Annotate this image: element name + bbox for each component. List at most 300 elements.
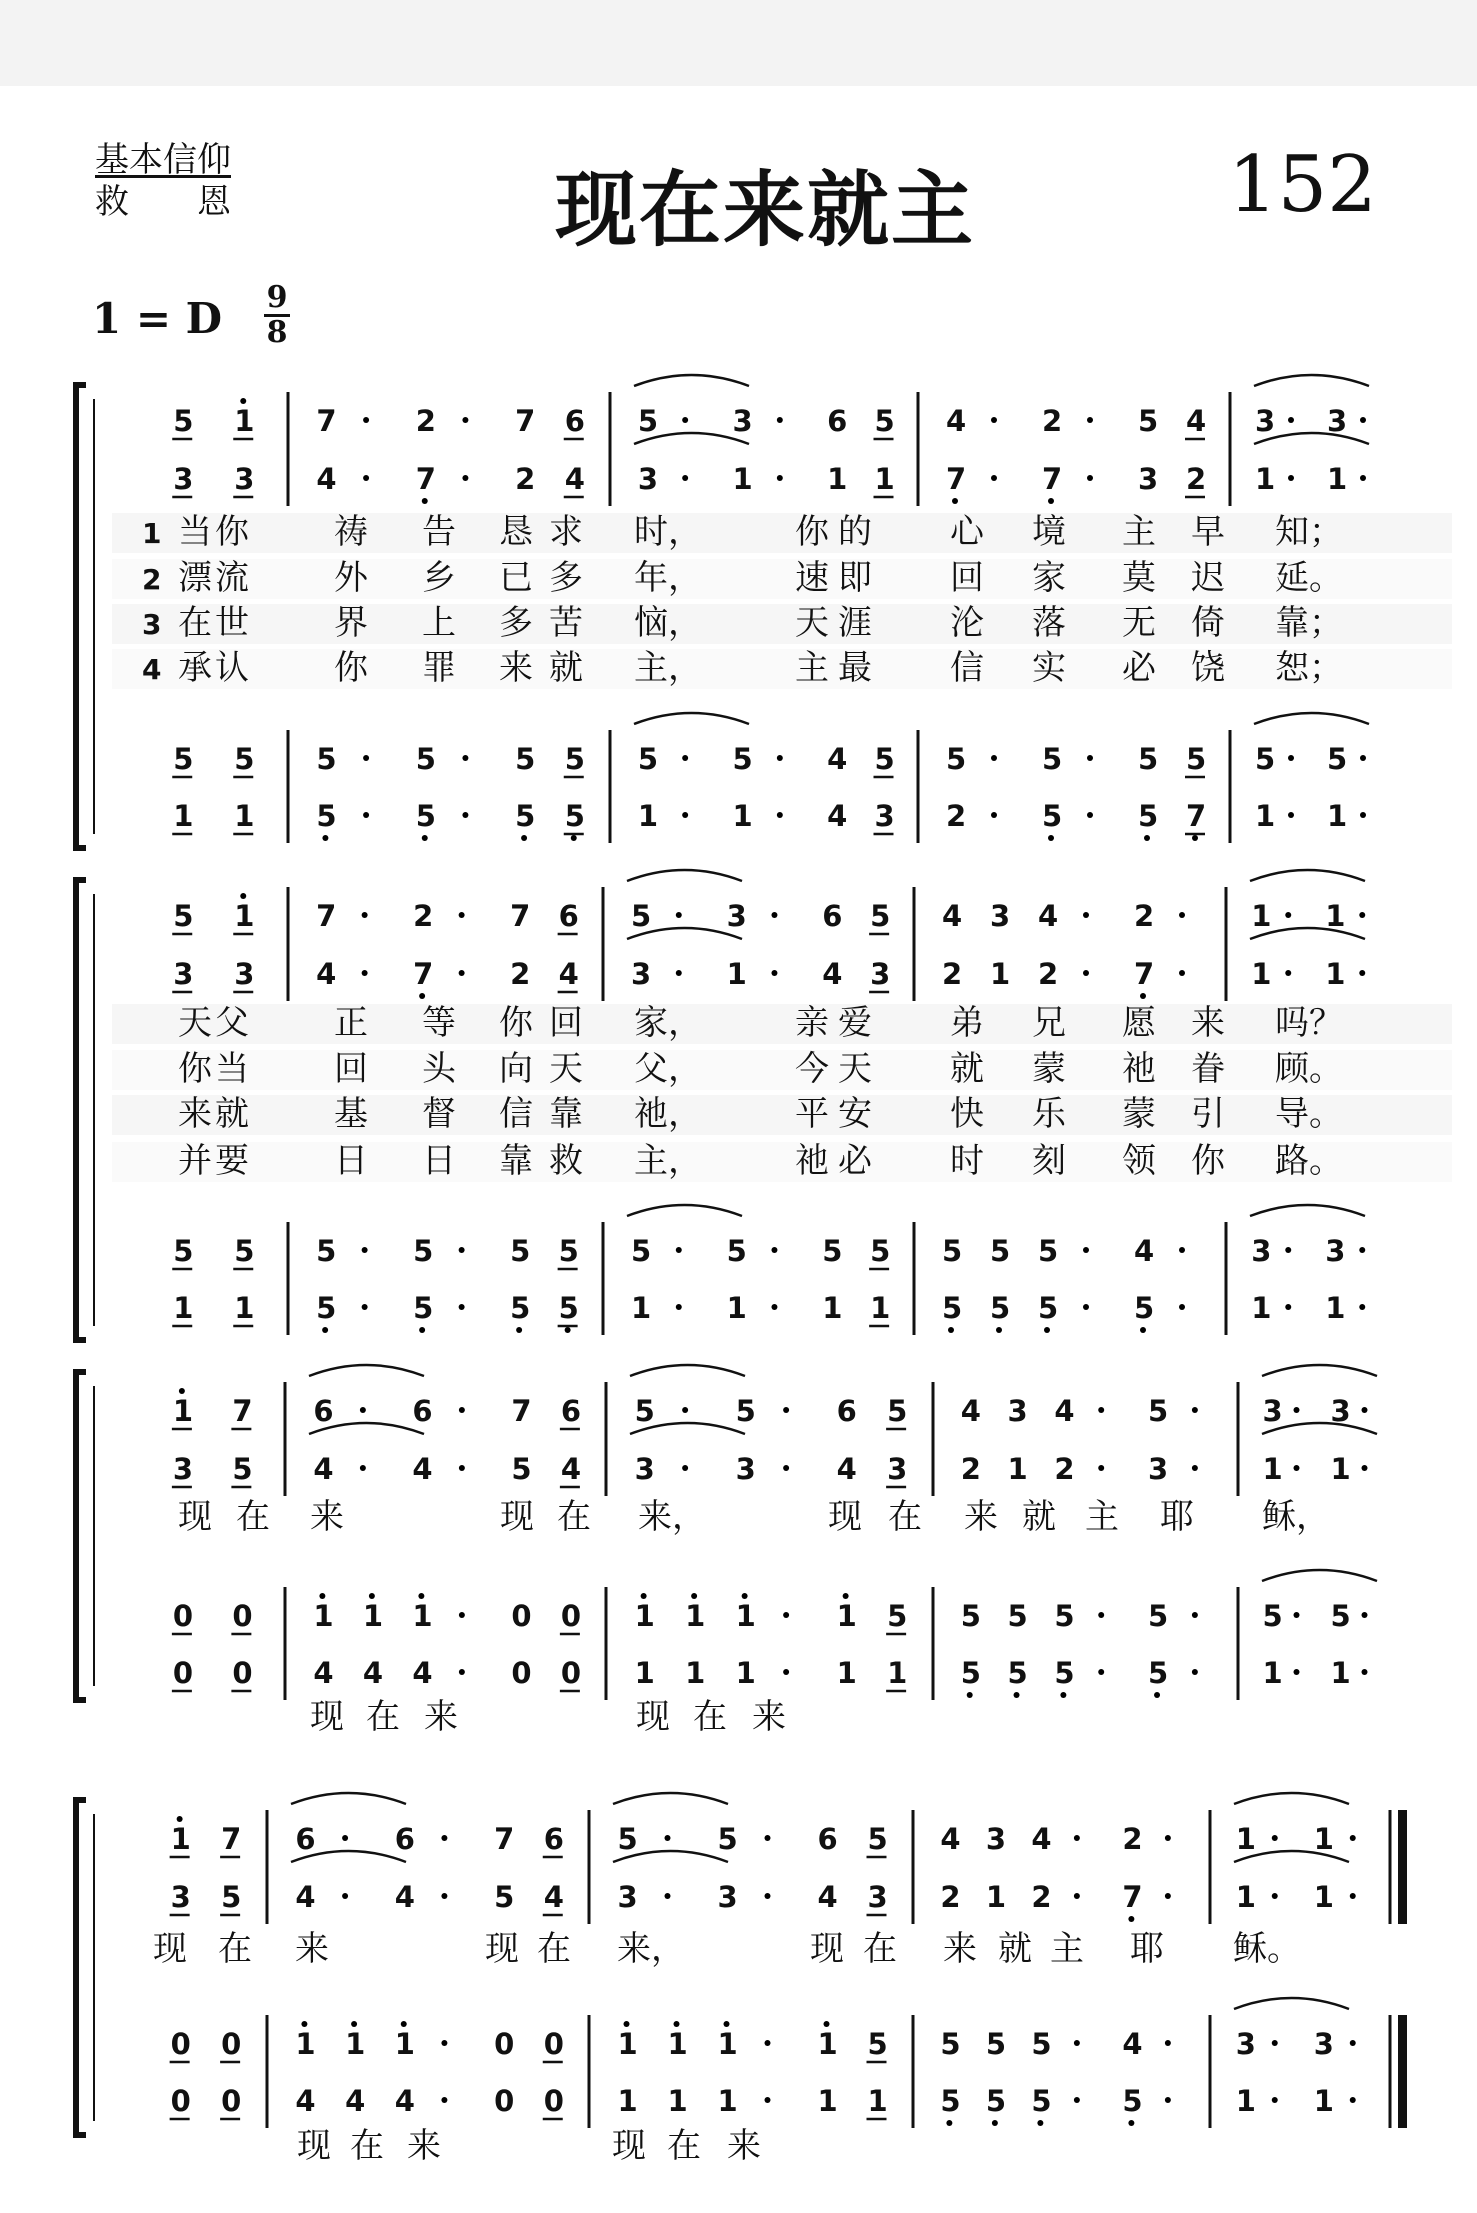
octave-down-dot [1048,498,1054,504]
lyric-band [112,559,1452,599]
note: 1 [827,462,848,496]
note: 5 [1054,1599,1075,1633]
note: 2 [413,899,434,933]
lyric-char: 信 [499,1094,533,1134]
duration-dot [1285,970,1291,976]
note: 1 [634,1599,655,1633]
slur-arc [291,1793,406,1804]
duration-dot [783,1612,789,1618]
note: 1 [313,1599,334,1633]
note: 0 [232,1656,253,1690]
slur-arc [1234,1793,1349,1804]
hymn-title: 现在来就主 [555,162,976,258]
duration-dot [459,1247,465,1253]
note: 7 [316,404,337,438]
lyric-char: 沦 [950,603,984,643]
note: 2 [960,1452,981,1486]
lyric-char: 来 [964,1497,998,1537]
note: 1 [170,1822,191,1856]
lyric-char: 的 [838,512,872,552]
duration-dot [777,755,783,761]
duration-dot [462,475,468,481]
lyric-char: 天 [838,1049,872,1089]
note: 7 [413,957,434,991]
slur-arc [1262,1365,1377,1376]
octave-down-dot [422,498,428,504]
note: 5 [867,1822,888,1856]
note: 1 [726,1291,747,1325]
duration-dot [462,417,468,423]
note: 5 [990,1291,1011,1325]
lower-lyric-char: 现 [636,1697,670,1737]
duration-dot [991,475,997,481]
note: 1 [1325,1291,1346,1325]
duration-dot [459,970,465,976]
note: 5 [1042,799,1063,833]
note: 5 [630,1234,652,1268]
lyric-char: 认 [215,648,249,688]
octave-up-dot [843,1593,849,1599]
lower-lyric-char: 来 [727,2126,761,2166]
lyric-char: 现 [810,1929,844,1969]
note: 3 [874,799,895,833]
lyric-char: 即 [838,558,872,598]
note: 5 [1138,799,1159,833]
duration-dot [1165,1893,1171,1899]
note: 1 [637,799,659,833]
lyric-char: 承 [178,648,212,688]
note: 5 [990,1234,1011,1268]
note: 5 [874,404,895,438]
lyric-char: 主， [634,648,702,688]
lyric-char: 来 [1191,1003,1225,1043]
system-1 [76,375,1452,848]
note: 6 [412,1394,433,1428]
note: 2 [515,462,536,496]
octave-up-dot [369,1593,375,1599]
octave-up-dot [319,1593,325,1599]
note: 1 [667,2027,688,2061]
note: 1 [634,1656,655,1690]
final-bar-thick [1398,1810,1407,1924]
note: 5 [1031,2027,1052,2061]
lyric-char: 界 [334,603,368,643]
duration-dot [1087,812,1093,818]
note: 7 [232,1394,253,1428]
lyric-char: 涯 [838,603,872,643]
duration-dot [459,1669,465,1675]
note: 5 [942,1234,963,1268]
note: 6 [564,404,585,438]
lyric-char: 早 [1191,512,1225,552]
duration-dot [682,755,688,761]
lyric-char: 来， [638,1497,706,1537]
lower-lyric-char: 来 [407,2126,441,2166]
duration-dot [676,1304,682,1310]
lower-lyric-char: 现 [612,2126,646,2166]
note: 0 [543,2084,564,2118]
octave-down-dot [1140,1327,1146,1333]
note: 6 [822,899,843,933]
note: 4 [1134,1234,1155,1268]
note: 6 [817,1822,838,1856]
note: 5 [735,1394,756,1428]
lyric-char: 恳 [499,512,533,552]
note: 3 [887,1452,908,1486]
note: 5 [822,1234,843,1268]
note: 4 [560,1452,582,1486]
note: 3 [1138,462,1159,496]
duration-dot [362,970,368,976]
note: 5 [316,799,337,833]
note: 5 [494,1880,515,1914]
duration-dot [1074,1835,1080,1841]
note: 4 [1054,1394,1075,1428]
note: 3 [867,1880,888,1914]
lyric-char: 主 [1050,1929,1084,1969]
lyric-char: 就 [998,1929,1032,1969]
duration-dot [777,812,783,818]
lyric-char: 外 [334,558,368,598]
note: 5 [1148,1656,1169,1690]
note: 1 [173,1291,194,1325]
note: 1 [1251,899,1272,933]
note: 6 [543,1822,564,1856]
duration-dot [771,912,777,918]
slur-arc [634,375,749,386]
note: 2 [1122,1822,1143,1856]
lyric-char: 在 [557,1497,591,1537]
note: 1 [173,799,194,833]
duration-dot [441,2040,447,2046]
octave-down-dot [1192,835,1198,841]
duration-dot [1083,1304,1089,1310]
duration-dot [360,1407,366,1413]
duration-dot [462,812,468,818]
duration-dot [682,417,688,423]
note: 3 [985,1822,1007,1856]
duration-dot [1285,1247,1291,1253]
note: 4 [817,1880,838,1914]
lyric-char: 告 [422,512,456,552]
lyric-char: 祂 [795,1141,829,1181]
octave-down-dot [1154,1692,1160,1698]
duration-dot [1179,970,1185,976]
duration-dot [1362,1669,1368,1675]
note: 5 [234,742,255,776]
note: 1 [1325,957,1346,991]
duration-dot [441,1893,447,1899]
lyric-char: 弟 [950,1003,984,1043]
note: 4 [1186,404,1207,438]
octave-down-dot [516,1327,522,1333]
duration-dot [771,1247,777,1253]
lyric-char: 你 [499,1003,533,1043]
duration-dot [1360,475,1366,481]
duration-dot [1294,1407,1300,1413]
lyric-char: 乡 [422,558,456,598]
duration-dot [342,1893,348,1899]
note: 5 [732,742,753,776]
note: 5 [942,1291,963,1325]
note: 7 [510,899,531,933]
note: 5 [564,742,585,776]
note: 5 [717,1822,738,1856]
note: 1 [1327,799,1348,833]
duration-dot [362,912,368,918]
note: 2 [1134,899,1155,933]
duration-dot [1165,2040,1171,2046]
lyric-band [112,1050,1452,1090]
lyric-char: 救 [549,1141,583,1181]
note: 5 [1148,1394,1169,1428]
note: 5 [1007,1656,1028,1690]
slur-arc [1234,1998,1349,2009]
note: 3 [990,899,1011,933]
lyric-char: 要 [215,1141,249,1181]
duration-dot [1098,1669,1104,1675]
lyric-char: 苦 [549,603,583,643]
category-main: 基本信仰 [95,140,231,180]
note: 5 [415,742,436,776]
note: 5 [637,742,659,776]
lyric-char: 耶 [1160,1497,1194,1537]
duration-dot [765,2097,771,2103]
note: 5 [1122,2084,1143,2118]
note: 1 [1235,1822,1256,1856]
duration-dot [765,2040,771,2046]
note: 1 [867,2084,888,2118]
octave-up-dot [401,2021,407,2027]
octave-down-dot [1048,835,1054,841]
note: 5 [1042,742,1063,776]
lyric-char: 在 [218,1929,252,1969]
lyric-char: 饶 [1191,648,1225,688]
note: 4 [345,2084,366,2118]
note: 3 [634,1452,655,1486]
note: 3 [1262,1394,1283,1428]
lyric-char: 世 [215,603,249,643]
duration-dot [1074,2097,1080,2103]
note: 1 [685,1599,706,1633]
lyric-char: 耶 [1130,1929,1164,1969]
note: 5 [960,1656,981,1690]
note: 5 [637,404,659,438]
note: 2 [1186,462,1207,496]
note: 0 [494,2027,515,2061]
slur-arc [627,870,742,881]
lyric-char: 眷 [1191,1049,1225,1089]
note: 1 [1330,1656,1351,1690]
note: 5 [985,2084,1007,2118]
octave-down-dot [967,1692,973,1698]
lyric-char: 日 [422,1141,456,1181]
note: 5 [1038,1291,1059,1325]
note: 7 [515,404,536,438]
note: 5 [413,1291,434,1325]
duration-dot [1272,2097,1278,2103]
note: 5 [946,742,967,776]
duration-dot [682,1465,688,1471]
lyric-char: 回 [950,558,984,598]
note: 5 [316,1291,337,1325]
duration-dot [1087,755,1093,761]
note: 1 [412,1599,433,1633]
lyric-char: 天 [549,1049,583,1089]
note: 0 [221,2084,242,2118]
note: 5 [630,899,652,933]
lyric-char: 当 [178,512,212,552]
lyric-char: 蒙 [1122,1094,1156,1134]
lyric-char: 时 [950,1141,984,1181]
lower-lyric-char: 现 [297,2126,331,2166]
lyric-char: 主 [1085,1497,1119,1537]
duration-dot [771,970,777,976]
lower-lyric-char: 在 [667,2126,701,2166]
duration-dot [783,1669,789,1675]
octave-up-dot [240,398,246,404]
note: 5 [558,1291,579,1325]
note: 5 [1330,1599,1351,1633]
verse-number: 1 [142,517,162,550]
note: 2 [1038,957,1059,991]
duration-dot [1192,1407,1198,1413]
duration-dot [1362,1407,1368,1413]
octave-down-dot [422,835,428,841]
lyric-char: 路。 [1275,1141,1343,1181]
lyric-char: 快 [950,1094,984,1134]
note: 1 [717,2027,738,2061]
note: 5 [940,2027,961,2061]
note: 1 [362,1599,384,1633]
note: 1 [1251,957,1272,991]
lyric-char: 来 [310,1497,344,1537]
note: 4 [1122,2027,1143,2061]
note: 0 [494,2084,515,2118]
note: 5 [173,404,194,438]
note: 5 [887,1599,908,1633]
duration-dot [1074,2040,1080,2046]
note: 1 [172,1394,194,1428]
key-signature: 1 = D [92,294,223,343]
note: 5 [634,1394,655,1428]
note: 5 [173,1234,194,1268]
note: 2 [510,957,531,991]
lyric-char: 头 [422,1049,456,1089]
note: 4 [564,462,585,496]
octave-down-dot [1144,835,1150,841]
octave-down-dot [419,1327,425,1333]
note: 5 [415,799,436,833]
lyric-char: 你 [1191,1141,1225,1181]
lyric-char: 现 [178,1497,212,1537]
note: 5 [985,2027,1007,2061]
duration-dot [342,1835,348,1841]
note: 3 [726,899,747,933]
note: 3 [172,1452,194,1486]
lyric-char: 祷 [334,512,368,552]
duration-dot [1350,2097,1356,2103]
note: 5 [413,1234,434,1268]
duration-dot [1294,1612,1300,1618]
duration-dot [1359,970,1365,976]
note: 5 [1148,1599,1169,1633]
note: 3 [173,957,194,991]
note: 2 [942,957,963,991]
note: 7 [494,1822,515,1856]
duration-dot [991,812,997,818]
lyric-char: 漂 [178,558,212,598]
note: 3 [1313,2027,1334,2061]
note: 1 [1235,2084,1256,2118]
note: 1 [990,957,1011,991]
note: 4 [1031,1822,1052,1856]
lyric-char: 来 [295,1929,329,1969]
note: 5 [726,1234,747,1268]
lyric-char: 主， [634,1141,702,1181]
note: 3 [630,957,652,991]
octave-down-dot [1060,1692,1066,1698]
note: 1 [1313,2084,1334,2118]
duration-dot [462,755,468,761]
duration-dot [1192,1669,1198,1675]
note: 1 [717,2084,738,2118]
octave-up-dot [301,2021,307,2027]
octave-down-dot [322,835,328,841]
note: 3 [1235,2027,1256,2061]
duration-dot [1288,812,1294,818]
lyric-char: 就 [215,1094,249,1134]
duration-dot [459,1612,465,1618]
lyric-char: 督 [422,1094,456,1134]
duration-dot [1087,475,1093,481]
note: 3 [1325,1234,1346,1268]
note: 5 [1138,404,1159,438]
lyric-band [112,1142,1452,1182]
duration-dot [1192,1612,1198,1618]
note: 7 [1122,1880,1143,1914]
lyric-char: 现 [485,1929,519,1969]
lyric-char: 天 [795,603,829,643]
duration-dot [1272,1835,1278,1841]
duration-dot [991,755,997,761]
lyric-char: 吗？ [1275,1003,1343,1043]
duration-dot [1294,1465,1300,1471]
lyric-char: 倚 [1191,603,1225,643]
verse-number: 4 [142,653,162,686]
lyric-char: 最 [838,648,872,688]
note: 1 [1251,1291,1272,1325]
duration-dot [1362,1612,1368,1618]
system-bracket [76,385,86,848]
duration-dot [1087,417,1093,423]
note: 1 [1235,1880,1256,1914]
duration-dot [665,1835,671,1841]
lyric-char: 迟 [1191,558,1225,598]
duration-dot [676,912,682,918]
lyric-char: 亲 [795,1003,829,1043]
lyric-char: 平 [795,1094,829,1134]
lyric-char: 就 [1022,1497,1056,1537]
note: 3 [1148,1452,1169,1486]
note: 5 [1255,742,1276,776]
lyric-band [112,604,1452,644]
note: 1 [822,1291,843,1325]
note: 3 [1251,1234,1272,1268]
note: 4 [543,1880,564,1914]
octave-up-dot [824,2021,830,2027]
note: 1 [1327,462,1348,496]
